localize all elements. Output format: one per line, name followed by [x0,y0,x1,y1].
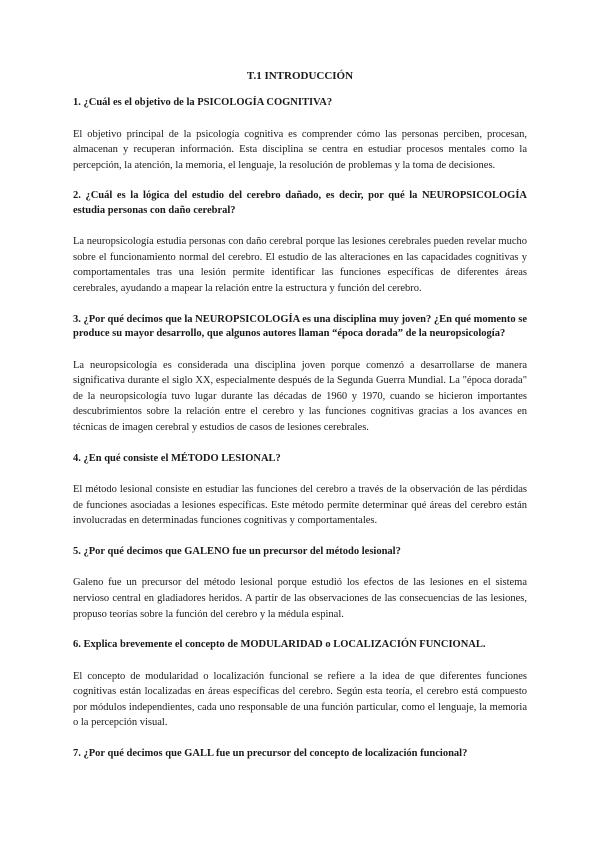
answer-2: La neuropsicología estudia personas con daño cerebral porque las lesiones cerebrales pueden revelar mucho sobre el funcionamiento normal del cerebro. El estudio de las alteraciones en las capacidades cognitivas y comportamentales tras una lesión permite identificar las funciones específicas de diferentes áreas cerebrales, ayudando a mapear la relación entre la estructura y función del cerebro. [73,236,527,295]
question-1: 1. ¿Cuál es el objetivo de la PSICOLOGÍA COGNITIVA? [73,97,333,108]
answer-6: El concepto de modularidad o localización funcional se refiere a la idea de que diferentes funciones cognitivas están localizadas en áreas específicas del cerebro. Según esta teoría, el cerebro está compuesto por módulos independientes, cada uno responsable de una función particular, como el lenguaje, la memoria o la percepción visual. [73,670,527,729]
answer-3: La neuropsicología es considerada una disciplina joven porque comenzó a desarrollarse de manera significativa durante el siglo XX, especialmente después de la Segunda Guerra Mundial. La "época dorada" de la neuropsicología tuvo lugar durante las décadas de 1960 y 1970, cuando se hicieron importantes descubrimientos sobre la relación entre el cerebro y las funciones cognitivas gracias a los avances en técnicas de imagen cerebral y estudios de casos de lesiones cerebrales. [73,359,527,434]
answer-4: El método lesional consiste en estudiar las funciones del cerebro a través de la observación de las pérdidas de funciones asociadas a lesiones específicas. Este método permite determinar qué áreas del cerebro están involucradas en determinadas funciones cognitivas y comportamentales. [73,484,527,527]
question-7: 7. ¿Por qué decimos que GALL fue un precursor del concepto de localización funcional? [73,748,468,760]
question-2: 2. ¿Cuál es la lógica del estudio del cerebro dañado, es decir, por qué la NEUROPSICOLOGÍA estudia personas con daño cerebral? [73,190,527,216]
question-6: 6. Explica brevemente el concepto de MODULARIDAD o LOCALIZACIÓN FUNCIONAL. [73,639,486,651]
answer-1: El objetivo principal de la psicología cognitiva es comprender cómo las personas perciben, procesan, almacenan y recuperan información. Esta disciplina se centra en estudiar procesos mentales como la percepción, la atención, la memoria, el lenguaje, la resolución de problemas y la toma de decisiones. [73,128,527,171]
page-title: T.1 INTRODUCCIÓN [246,70,354,82]
question-5: 5. ¿Por qué decimos que GALENO fue un precursor del método lesional? [73,545,401,557]
question-4: 4. ¿En qué consiste el MÉTODO LESIONAL? [73,452,281,464]
answer-5: Galeno fue un precursor del método lesional porque estudió los efectos de las lesiones en el sistema nervioso central en gladiadores heridos. A partir de las observaciones de las consecuencias de las lesiones, propuso teorías sobre la función del cerebro y la médula espinal. [73,577,527,620]
question-3: 3. ¿Por qué decimos que la NEUROPSICOLOGÍA es una disciplina muy joven? ¿En qué momento se produce su mayor desarrollo, que algunos autores llaman “época dorada” de la neuropsicología? [73,313,527,340]
